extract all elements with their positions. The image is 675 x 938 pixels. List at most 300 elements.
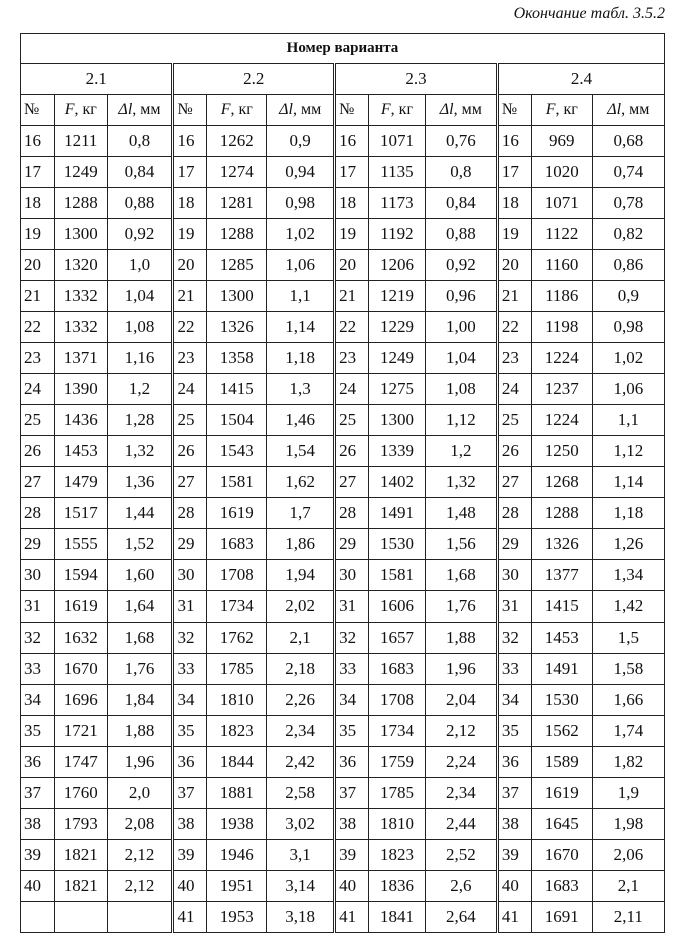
variant-number: 34 <box>335 684 369 715</box>
elongation-value: 1,06 <box>592 374 664 405</box>
variant-number: 16 <box>335 126 369 157</box>
force-value: 1300 <box>207 281 267 312</box>
table-row <box>21 746 665 777</box>
elongation-value: 2,18 <box>267 653 335 684</box>
elongation-symbol: Δl <box>118 101 133 118</box>
variant-number: 28 <box>173 498 207 529</box>
force-value: 1793 <box>54 808 107 839</box>
table-row <box>21 250 665 281</box>
variant-number: 30 <box>21 560 55 591</box>
force-value: 1224 <box>531 405 592 436</box>
table-row <box>21 901 665 932</box>
elongation-value: 1,94 <box>267 560 335 591</box>
variant-number: 37 <box>497 777 531 808</box>
elongation-value: 2,58 <box>267 777 335 808</box>
force-value: 1619 <box>531 777 592 808</box>
force-value: 1589 <box>531 746 592 777</box>
elongation-value: 0,88 <box>425 219 497 250</box>
variant-number: 22 <box>497 312 531 343</box>
force-value: 1402 <box>369 467 426 498</box>
column-header-number: № <box>21 95 55 126</box>
variant-number: 19 <box>497 219 531 250</box>
variant-number: 26 <box>173 436 207 467</box>
variant-number: 19 <box>173 219 207 250</box>
variant-number: 22 <box>21 312 55 343</box>
variant-number: 27 <box>497 467 531 498</box>
variant-number: 17 <box>335 157 369 188</box>
variant-number: 35 <box>497 715 531 746</box>
elongation-value: 2,6 <box>425 870 497 901</box>
force-value: 1823 <box>207 715 267 746</box>
force-value: 1122 <box>531 219 592 250</box>
variant-number: 30 <box>497 560 531 591</box>
column-header-force <box>369 95 426 126</box>
column-header-force <box>207 95 267 126</box>
force-value: 1415 <box>531 591 592 622</box>
variant-number: 33 <box>173 653 207 684</box>
force-value: 1881 <box>207 777 267 808</box>
table-title-row <box>21 34 665 64</box>
force-value: 1708 <box>207 560 267 591</box>
variant-number: 34 <box>173 684 207 715</box>
elongation-value: 0,98 <box>267 188 335 219</box>
column-header-number: № <box>335 95 369 126</box>
table-row <box>21 405 665 436</box>
table-row <box>21 157 665 188</box>
variant-number: 37 <box>173 777 207 808</box>
column-header-elongation <box>592 95 664 126</box>
variant-number: 37 <box>21 777 55 808</box>
force-value: 1670 <box>531 839 592 870</box>
force-value: 1530 <box>369 529 426 560</box>
force-value: 1071 <box>531 188 592 219</box>
force-value: 1823 <box>369 839 426 870</box>
variant-number: 18 <box>497 188 531 219</box>
elongation-value: 1,1 <box>592 405 664 436</box>
force-value: 1836 <box>369 870 426 901</box>
variant-number: 23 <box>335 343 369 374</box>
elongation-value: 1,54 <box>267 436 335 467</box>
force-value: 1211 <box>54 126 107 157</box>
force-value: 1491 <box>531 653 592 684</box>
data-table <box>20 33 665 933</box>
variant-number: 38 <box>173 808 207 839</box>
force-value: 1785 <box>369 777 426 808</box>
elongation-value: 1,56 <box>425 529 497 560</box>
force-value: 1160 <box>531 250 592 281</box>
elongation-value: 3,02 <box>267 808 335 839</box>
elongation-value: 2,26 <box>267 684 335 715</box>
variant-number: 18 <box>173 188 207 219</box>
variant-number: 20 <box>173 250 207 281</box>
variant-number: 36 <box>335 746 369 777</box>
variant-header: 2.2 <box>173 64 335 95</box>
variant-number: 32 <box>21 622 55 653</box>
elongation-value: 1,46 <box>267 405 335 436</box>
force-value: 1951 <box>207 870 267 901</box>
variant-number: 21 <box>497 281 531 312</box>
elongation-value: 1,26 <box>592 529 664 560</box>
variant-number: 19 <box>21 219 55 250</box>
elongation-value: 0,82 <box>592 219 664 250</box>
elongation-symbol: Δl <box>439 101 454 118</box>
force-value: 1285 <box>207 250 267 281</box>
force-value: 1747 <box>54 746 107 777</box>
column-header-elongation <box>107 95 173 126</box>
table-row <box>21 281 665 312</box>
table-row <box>21 467 665 498</box>
force-value: 1275 <box>369 374 426 405</box>
force-value: 1300 <box>54 219 107 250</box>
elongation-value: 2,04 <box>425 684 497 715</box>
table-body <box>21 126 665 933</box>
elongation-value: 1,18 <box>592 498 664 529</box>
variant-header: 2.4 <box>497 64 664 95</box>
elongation-unit: , мм <box>621 101 650 118</box>
force-unit: , кг <box>230 101 253 118</box>
elongation-value: 1,9 <box>592 777 664 808</box>
force-value: 1504 <box>207 405 267 436</box>
table-row <box>21 560 665 591</box>
variant-number: 25 <box>173 405 207 436</box>
force-value: 1249 <box>54 157 107 188</box>
variant-number: 27 <box>335 467 369 498</box>
table-row <box>21 374 665 405</box>
force-value: 1581 <box>207 467 267 498</box>
column-header-elongation <box>267 95 335 126</box>
force-value: 1262 <box>207 126 267 157</box>
elongation-value: 0,9 <box>267 126 335 157</box>
elongation-value: 1,3 <box>267 374 335 405</box>
column-header-number: № <box>173 95 207 126</box>
force-value: 1734 <box>207 591 267 622</box>
force-value: 1760 <box>54 777 107 808</box>
table-row <box>21 219 665 250</box>
elongation-value: 1,42 <box>592 591 664 622</box>
force-value: 1135 <box>369 157 426 188</box>
force-value: 1683 <box>369 653 426 684</box>
elongation-value: 0,92 <box>425 250 497 281</box>
elongation-value: 2,02 <box>267 591 335 622</box>
variant-number: 16 <box>497 126 531 157</box>
variant-number: 31 <box>497 591 531 622</box>
variant-number: 31 <box>21 591 55 622</box>
table-caption: Окончание табл. 3.5.2 <box>513 5 665 22</box>
table-title: Номер варианта <box>21 34 665 64</box>
elongation-value: 1,74 <box>592 715 664 746</box>
variant-number: 39 <box>173 839 207 870</box>
force-value <box>54 901 107 932</box>
variant-number: 24 <box>21 374 55 405</box>
variant-number: 24 <box>335 374 369 405</box>
elongation-value: 0,76 <box>425 126 497 157</box>
elongation-value: 2,12 <box>107 870 173 901</box>
elongation-value: 0,84 <box>107 157 173 188</box>
force-value: 1186 <box>531 281 592 312</box>
variant-number: 25 <box>21 405 55 436</box>
elongation-value: 1,1 <box>267 281 335 312</box>
elongation-value: 1,76 <box>107 653 173 684</box>
variant-number: 38 <box>335 808 369 839</box>
variant-number: 16 <box>173 126 207 157</box>
column-header-elongation <box>425 95 497 126</box>
variant-number: 17 <box>173 157 207 188</box>
elongation-value: 1,88 <box>107 715 173 746</box>
variant-number: 18 <box>21 188 55 219</box>
elongation-value: 0,68 <box>592 126 664 157</box>
force-value: 1377 <box>531 560 592 591</box>
variant-header-row <box>21 64 665 95</box>
elongation-unit: , мм <box>292 101 322 118</box>
force-value: 1198 <box>531 312 592 343</box>
elongation-value: 1,98 <box>592 808 664 839</box>
elongation-value: 1,18 <box>267 343 335 374</box>
force-value: 1071 <box>369 126 426 157</box>
table-row <box>21 126 665 157</box>
variant-number: 29 <box>335 529 369 560</box>
elongation-value: 1,14 <box>267 312 335 343</box>
variant-number: 36 <box>497 746 531 777</box>
elongation-value: 1,02 <box>267 219 335 250</box>
force-value: 1696 <box>54 684 107 715</box>
variant-number: 35 <box>173 715 207 746</box>
force-value: 1632 <box>54 622 107 653</box>
force-value: 1288 <box>531 498 592 529</box>
elongation-value: 2,1 <box>267 622 335 653</box>
force-value: 1453 <box>54 436 107 467</box>
variant-number: 39 <box>335 839 369 870</box>
variant-number: 32 <box>173 622 207 653</box>
elongation-value: 1,96 <box>425 653 497 684</box>
force-value: 1339 <box>369 436 426 467</box>
variant-number: 23 <box>173 343 207 374</box>
elongation-value: 0,98 <box>592 312 664 343</box>
variant-number: 26 <box>497 436 531 467</box>
force-value: 1326 <box>207 312 267 343</box>
elongation-value: 0,78 <box>592 188 664 219</box>
column-header-force <box>531 95 592 126</box>
table-row <box>21 839 665 870</box>
elongation-value: 0,8 <box>425 157 497 188</box>
table-row <box>21 622 665 653</box>
elongation-value: 1,02 <box>592 343 664 374</box>
variant-number: 36 <box>173 746 207 777</box>
variant-number: 32 <box>335 622 369 653</box>
table-row <box>21 591 665 622</box>
elongation-value: 0,86 <box>592 250 664 281</box>
elongation-value: 0,94 <box>267 157 335 188</box>
variant-number: 20 <box>21 250 55 281</box>
table-row <box>21 529 665 560</box>
variant-number: 30 <box>173 560 207 591</box>
variant-number: 21 <box>335 281 369 312</box>
table-row <box>21 653 665 684</box>
force-value: 1734 <box>369 715 426 746</box>
force-value: 969 <box>531 126 592 157</box>
variant-number: 32 <box>497 622 531 653</box>
table-row <box>21 715 665 746</box>
variant-number: 28 <box>21 498 55 529</box>
force-value: 1562 <box>531 715 592 746</box>
force-unit: , кг <box>555 101 578 118</box>
force-value: 1517 <box>54 498 107 529</box>
elongation-value: 1,62 <box>267 467 335 498</box>
variant-number: 31 <box>173 591 207 622</box>
variant-number: 29 <box>21 529 55 560</box>
force-value: 1436 <box>54 405 107 436</box>
variant-number: 34 <box>497 684 531 715</box>
table-row <box>21 188 665 219</box>
variant-number: 41 <box>497 901 531 932</box>
variant-number: 16 <box>21 126 55 157</box>
elongation-symbol: Δl <box>279 101 293 118</box>
force-value: 1332 <box>54 312 107 343</box>
force-value: 1390 <box>54 374 107 405</box>
variant-number: 27 <box>21 467 55 498</box>
variant-number: 34 <box>21 684 55 715</box>
elongation-value: 1,2 <box>425 436 497 467</box>
force-value: 1250 <box>531 436 592 467</box>
force-value: 1762 <box>207 622 267 653</box>
force-value: 1288 <box>54 188 107 219</box>
force-value: 1821 <box>54 839 107 870</box>
elongation-value: 2,64 <box>425 901 497 932</box>
elongation-value: 3,18 <box>267 901 335 932</box>
elongation-value: 1,00 <box>425 312 497 343</box>
force-value: 1619 <box>207 498 267 529</box>
variant-number: 17 <box>21 157 55 188</box>
elongation-value: 3,1 <box>267 839 335 870</box>
force-value: 1219 <box>369 281 426 312</box>
force-value: 1415 <box>207 374 267 405</box>
force-value: 1810 <box>207 684 267 715</box>
variant-number: 33 <box>21 653 55 684</box>
elongation-value: 0,8 <box>107 126 173 157</box>
force-value: 1821 <box>54 870 107 901</box>
elongation-value: 1,96 <box>107 746 173 777</box>
force-value: 1453 <box>531 622 592 653</box>
elongation-value: 1,68 <box>107 622 173 653</box>
elongation-value: 3,14 <box>267 870 335 901</box>
variant-number: 19 <box>335 219 369 250</box>
elongation-value: 1,36 <box>107 467 173 498</box>
elongation-value: 2,12 <box>425 715 497 746</box>
variant-number: 22 <box>335 312 369 343</box>
elongation-value: 1,84 <box>107 684 173 715</box>
elongation-value: 0,9 <box>592 281 664 312</box>
force-symbol: F <box>545 101 556 118</box>
table-row <box>21 436 665 467</box>
force-value: 1594 <box>54 560 107 591</box>
elongation-value: 1,12 <box>425 405 497 436</box>
variant-number: 30 <box>335 560 369 591</box>
elongation-value: 1,88 <box>425 622 497 653</box>
force-value: 1691 <box>531 901 592 932</box>
variant-number: 40 <box>21 870 55 901</box>
variant-header: 2.3 <box>335 64 498 95</box>
force-value: 1326 <box>531 529 592 560</box>
variant-number: 21 <box>173 281 207 312</box>
elongation-value <box>107 901 173 932</box>
force-value: 1938 <box>207 808 267 839</box>
force-value: 1619 <box>54 591 107 622</box>
force-value: 1683 <box>531 870 592 901</box>
variant-number: 24 <box>173 374 207 405</box>
variant-number: 41 <box>335 901 369 932</box>
elongation-value: 0,88 <box>107 188 173 219</box>
variant-number: 40 <box>335 870 369 901</box>
table-row <box>21 343 665 374</box>
force-value: 1281 <box>207 188 267 219</box>
elongation-value: 1,0 <box>107 250 173 281</box>
variant-number: 20 <box>497 250 531 281</box>
force-symbol: F <box>64 101 75 118</box>
force-value: 1759 <box>369 746 426 777</box>
variant-number: 23 <box>497 343 531 374</box>
force-value: 1320 <box>54 250 107 281</box>
force-value: 1332 <box>54 281 107 312</box>
elongation-value: 1,16 <box>107 343 173 374</box>
force-value: 1670 <box>54 653 107 684</box>
force-value: 1300 <box>369 405 426 436</box>
variant-number: 24 <box>497 374 531 405</box>
elongation-value: 2,44 <box>425 808 497 839</box>
force-value: 1708 <box>369 684 426 715</box>
table-row <box>21 312 665 343</box>
elongation-value: 2,42 <box>267 746 335 777</box>
force-value: 1581 <box>369 560 426 591</box>
variant-number: 27 <box>173 467 207 498</box>
elongation-value: 2,24 <box>425 746 497 777</box>
force-value: 1946 <box>207 839 267 870</box>
force-value: 1358 <box>207 343 267 374</box>
force-value: 1192 <box>369 219 426 250</box>
variant-number: 26 <box>335 436 369 467</box>
elongation-symbol: Δl <box>607 101 622 118</box>
elongation-value: 0,74 <box>592 157 664 188</box>
elongation-value: 1,86 <box>267 529 335 560</box>
variant-number: 22 <box>173 312 207 343</box>
variant-number: 39 <box>21 839 55 870</box>
elongation-value: 1,58 <box>592 653 664 684</box>
elongation-value: 1,48 <box>425 498 497 529</box>
elongation-value: 1,66 <box>592 684 664 715</box>
force-value: 1224 <box>531 343 592 374</box>
elongation-value: 2,11 <box>592 901 664 932</box>
variant-number: 35 <box>335 715 369 746</box>
elongation-value: 1,08 <box>107 312 173 343</box>
force-value: 1555 <box>54 529 107 560</box>
force-value: 1249 <box>369 343 426 374</box>
elongation-value: 1,04 <box>107 281 173 312</box>
variant-header: 2.1 <box>21 64 173 95</box>
variant-number: 36 <box>21 746 55 777</box>
table-row <box>21 870 665 901</box>
elongation-value: 1,14 <box>592 467 664 498</box>
variant-number: 39 <box>497 839 531 870</box>
column-header-row <box>21 95 665 126</box>
table-row <box>21 777 665 808</box>
elongation-value: 1,04 <box>425 343 497 374</box>
elongation-value: 2,08 <box>107 808 173 839</box>
elongation-value: 1,2 <box>107 374 173 405</box>
elongation-value: 1,34 <box>592 560 664 591</box>
elongation-value: 1,08 <box>425 374 497 405</box>
elongation-value: 1,64 <box>107 591 173 622</box>
force-value: 1173 <box>369 188 426 219</box>
variant-number: 40 <box>497 870 531 901</box>
force-value: 1606 <box>369 591 426 622</box>
